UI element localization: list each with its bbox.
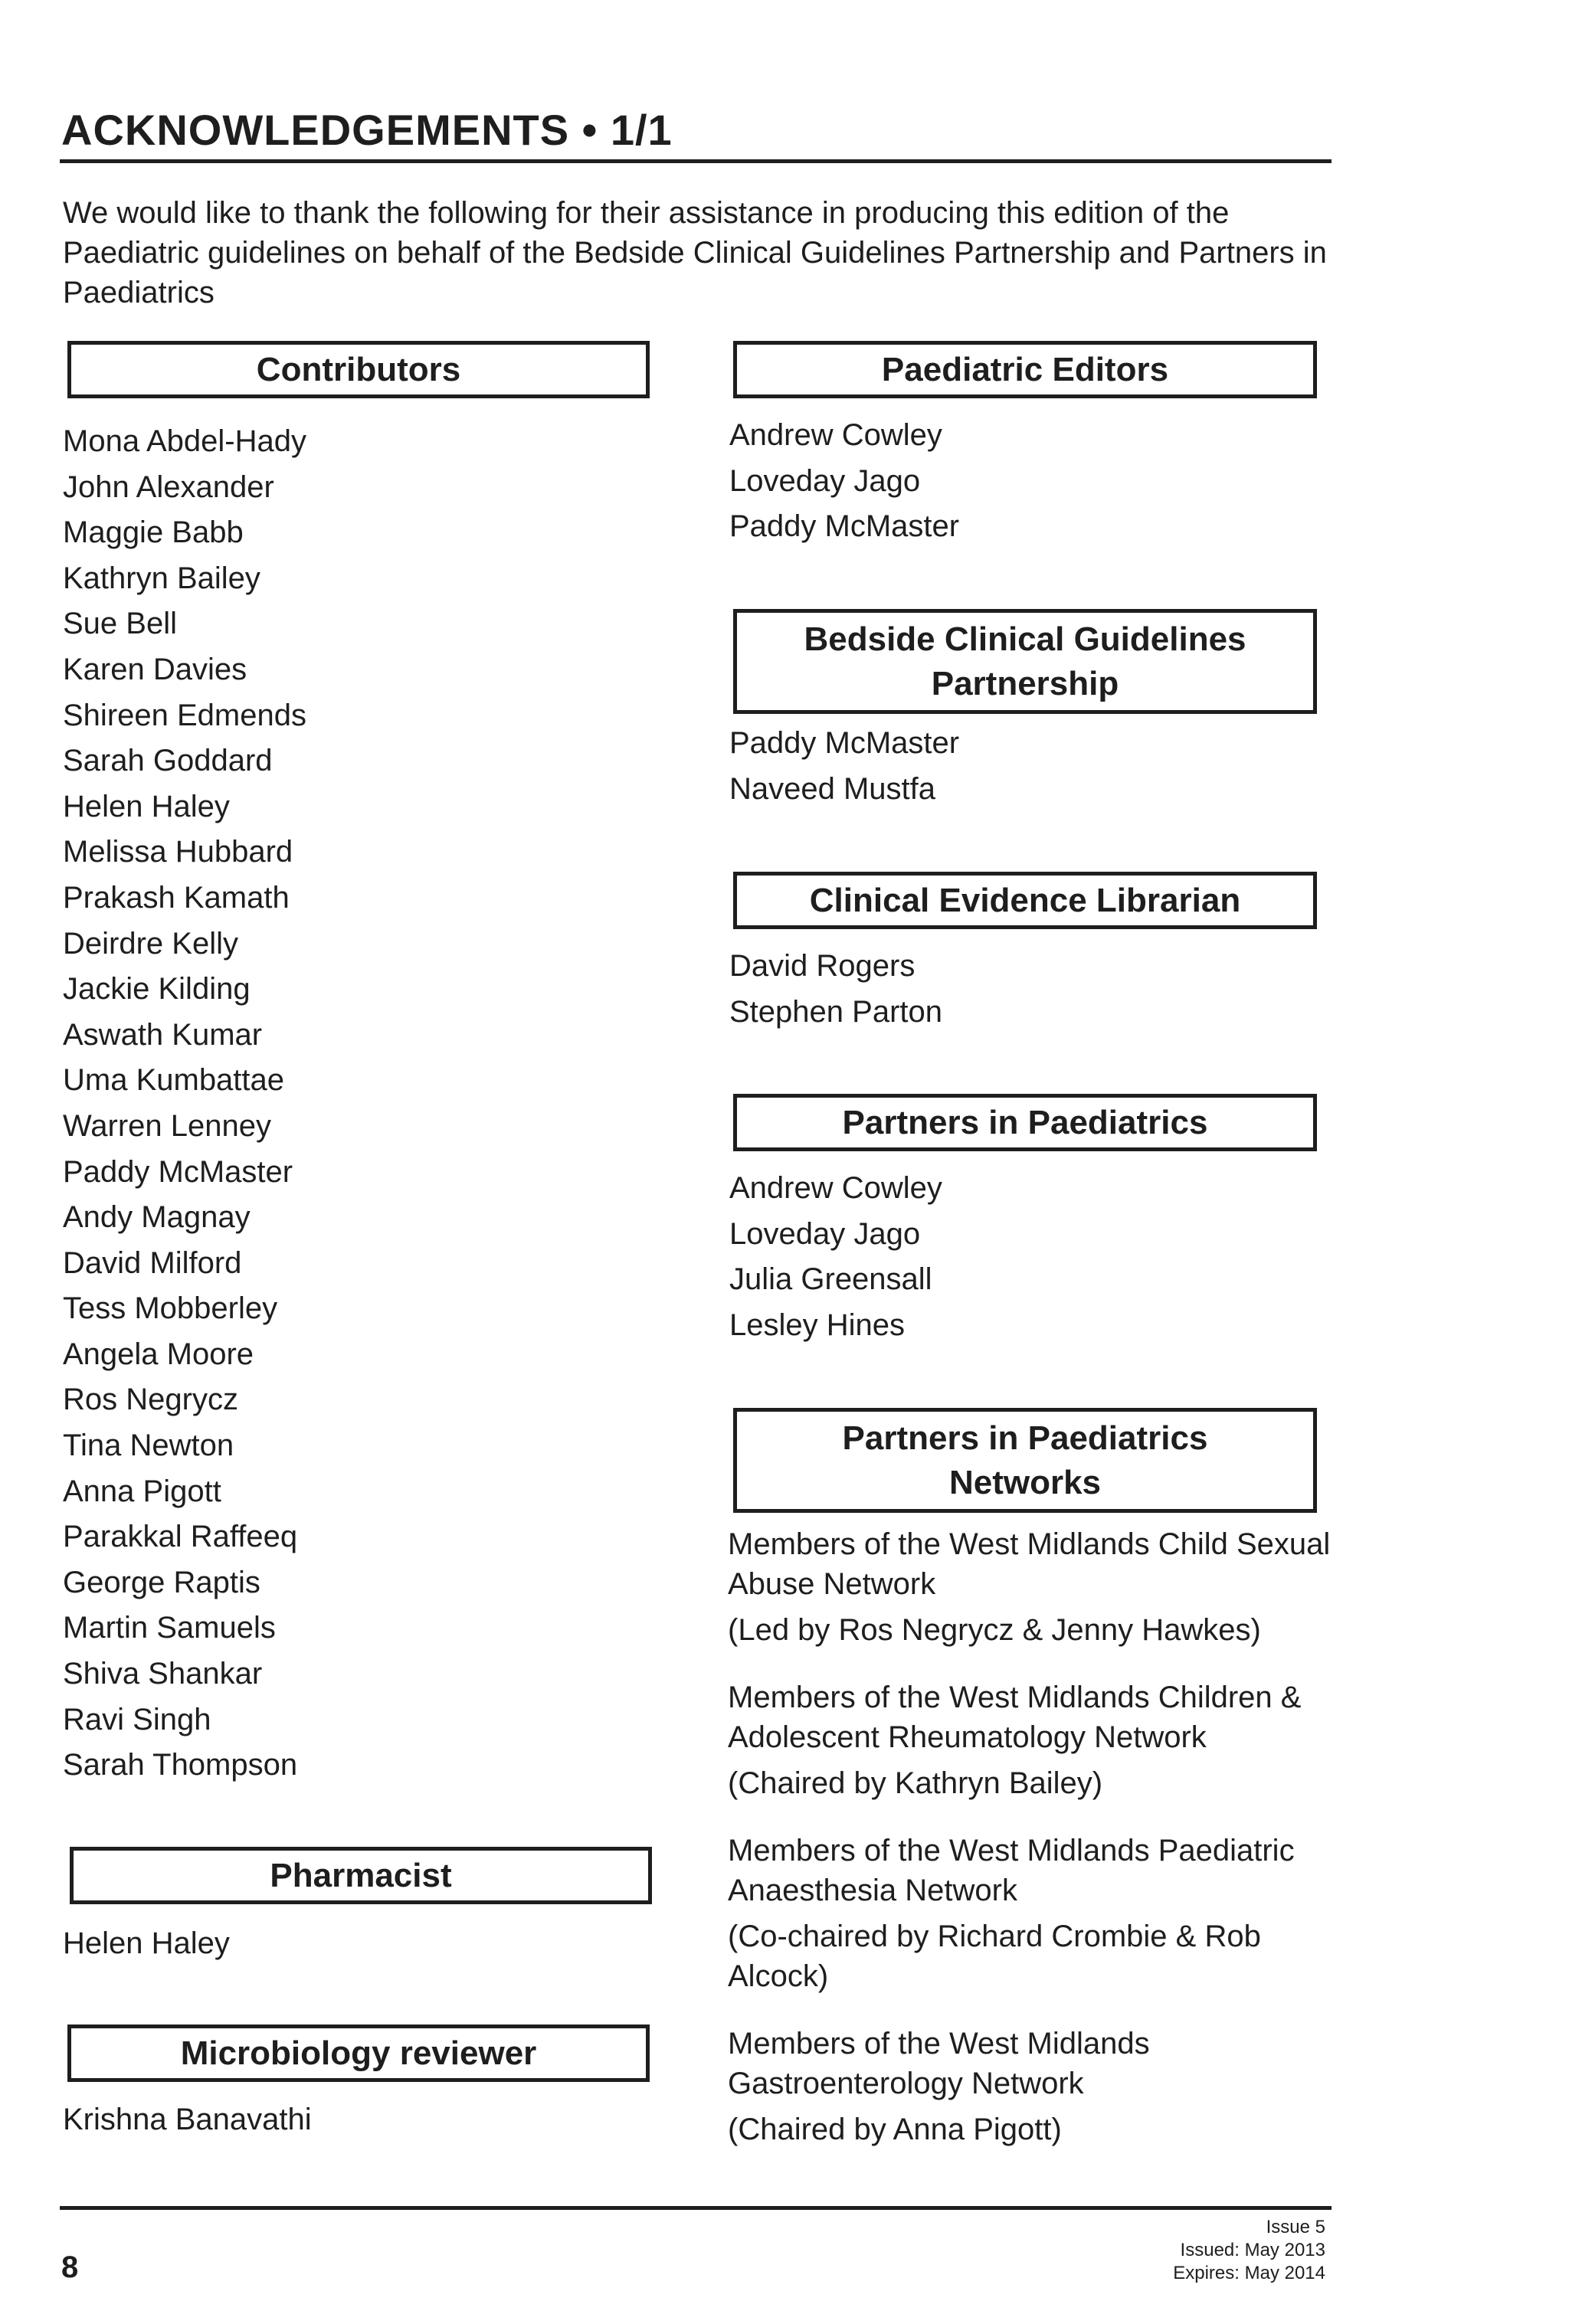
list-item: Paddy McMaster: [63, 1154, 293, 1189]
list-item: Karen Davies: [63, 652, 247, 686]
list-item: Paddy McMaster: [729, 726, 960, 760]
list-item: Aswath Kumar: [63, 1017, 263, 1052]
librarian-heading: Clinical Evidence Librarian: [733, 872, 1317, 929]
list-item: Loveday Jago: [729, 1216, 921, 1251]
list-item: David Milford: [63, 1245, 242, 1280]
network-item: [728, 2024, 1341, 2149]
footer-rule: [60, 2206, 1332, 2210]
issue-info: [1173, 2216, 1325, 2285]
intro-text: We would like to thank the following for their assistance in producing this edition of the Paediatric guidelines on behalf of the Bedside Clinical Guidelines Partnership and Partners in Paediatrics: [63, 196, 1327, 309]
list-item: Naveed Mustfa: [729, 771, 936, 806]
list-item: Helen Haley: [63, 1926, 230, 1960]
network-item: [728, 1678, 1341, 1803]
network-name: Members of the West Midlands Paediatric Anaesthesia Network: [728, 1834, 1295, 1907]
contributors-list: [63, 419, 306, 1789]
pharmacist-heading: Pharmacist: [70, 1847, 652, 1904]
list-item: Deirdre Kelly: [63, 926, 238, 961]
list-item: Stephen Parton: [729, 994, 942, 1029]
network-chair: (Co-chaired by Richard Crombie & Rob Alcock): [728, 1920, 1261, 1993]
partners-list: [729, 1166, 942, 1348]
network-name: Members of the West Midlands Gastroenterology Network: [728, 2027, 1150, 2100]
list-item: Loveday Jago: [729, 463, 921, 498]
list-item: John Alexander: [63, 470, 274, 504]
list-item: Tina Newton: [63, 1429, 234, 1463]
list-item: Andy Magnay: [63, 1200, 251, 1235]
list-item: Martin Samuels: [63, 1611, 276, 1645]
list-item: Jackie Kilding: [63, 972, 251, 1007]
bcgp-list: [729, 721, 959, 812]
list-item: Mona Abdel-Hady: [63, 424, 306, 458]
paediatric-editors-heading: Paediatric Editors: [733, 341, 1317, 398]
issued-date: Issued: May 2013: [1180, 2240, 1325, 2260]
list-item: Angela Moore: [63, 1337, 254, 1371]
network-item: [728, 1831, 1341, 1996]
list-item: Andrew Cowley: [729, 418, 942, 452]
list-item: Shireen Edmends: [63, 698, 306, 732]
list-item: Paddy McMaster: [729, 509, 960, 544]
bcgp-heading-line2: Partnership: [931, 664, 1119, 702]
issue-label: Issue 5: [1266, 2217, 1325, 2237]
list-item: Prakash Kamath: [63, 880, 290, 915]
microbiology-heading: Microbiology reviewer: [67, 2024, 650, 2082]
network-chair: (Chaired by Kathryn Bailey): [728, 1766, 1103, 1800]
bcgp-heading: [733, 609, 1317, 714]
list-item: Anna Pigott: [63, 1474, 221, 1508]
page-number: 8: [61, 2250, 79, 2284]
partners-heading: Partners in Paediatrics: [733, 1094, 1317, 1151]
list-item: Julia Greensall: [729, 1262, 932, 1297]
microbiology-list: [63, 2097, 312, 2143]
networks-heading-line2: Networks: [948, 1463, 1102, 1501]
librarian-list: [729, 944, 942, 1035]
networks-list: [728, 1524, 1341, 2177]
list-item: Ros Negrycz: [63, 1383, 238, 1417]
list-item: Krishna Banavathi: [63, 2103, 312, 2136]
list-item: Kathryn Bailey: [63, 561, 260, 595]
list-item: Melissa Hubbard: [63, 835, 293, 869]
page-title: ACKNOWLEDGEMENTS • 1/1: [61, 106, 673, 154]
expires-date: Expires: May 2014: [1173, 2263, 1325, 2283]
network-item: [728, 1524, 1341, 1650]
list-item: Sarah Thompson: [63, 1748, 298, 1782]
contributors-heading: Contributors: [67, 341, 650, 398]
list-item: Parakkal Raffeeq: [63, 1520, 298, 1554]
bcgp-heading-line1: Bedside Clinical Guidelines: [804, 620, 1246, 658]
pharmacist-list: [63, 1921, 230, 1967]
network-name: Members of the West Midlands Children & Adolescent Rheumatology Network: [728, 1681, 1302, 1754]
network-name: Members of the West Midlands Child Sexual Abuse Network: [728, 1527, 1331, 1601]
network-chair: (Led by Ros Negrycz & Jenny Hawkes): [728, 1613, 1261, 1647]
list-item: Andrew Cowley: [729, 1171, 942, 1205]
list-item: Maggie Babb: [63, 516, 244, 550]
header-rule: [60, 159, 1332, 163]
networks-heading: [733, 1408, 1317, 1513]
list-item: Sarah Goddard: [63, 744, 273, 778]
list-item: David Rogers: [729, 949, 916, 983]
list-item: Warren Lenney: [63, 1108, 271, 1143]
list-item: Lesley Hines: [729, 1308, 906, 1342]
list-item: Sue Bell: [63, 607, 177, 641]
list-item: Helen Haley: [63, 789, 230, 823]
list-item: Uma Kumbattae: [63, 1063, 285, 1098]
networks-heading-line1: Partners in Paediatrics: [842, 1419, 1208, 1457]
list-item: George Raptis: [63, 1565, 260, 1599]
list-item: Tess Mobberley: [63, 1291, 278, 1326]
network-chair: (Chaired by Anna Pigott): [728, 2113, 1062, 2146]
list-item: Shiva Shankar: [63, 1657, 263, 1691]
list-item: Ravi Singh: [63, 1702, 211, 1736]
paediatric-editors-list: [729, 413, 959, 550]
